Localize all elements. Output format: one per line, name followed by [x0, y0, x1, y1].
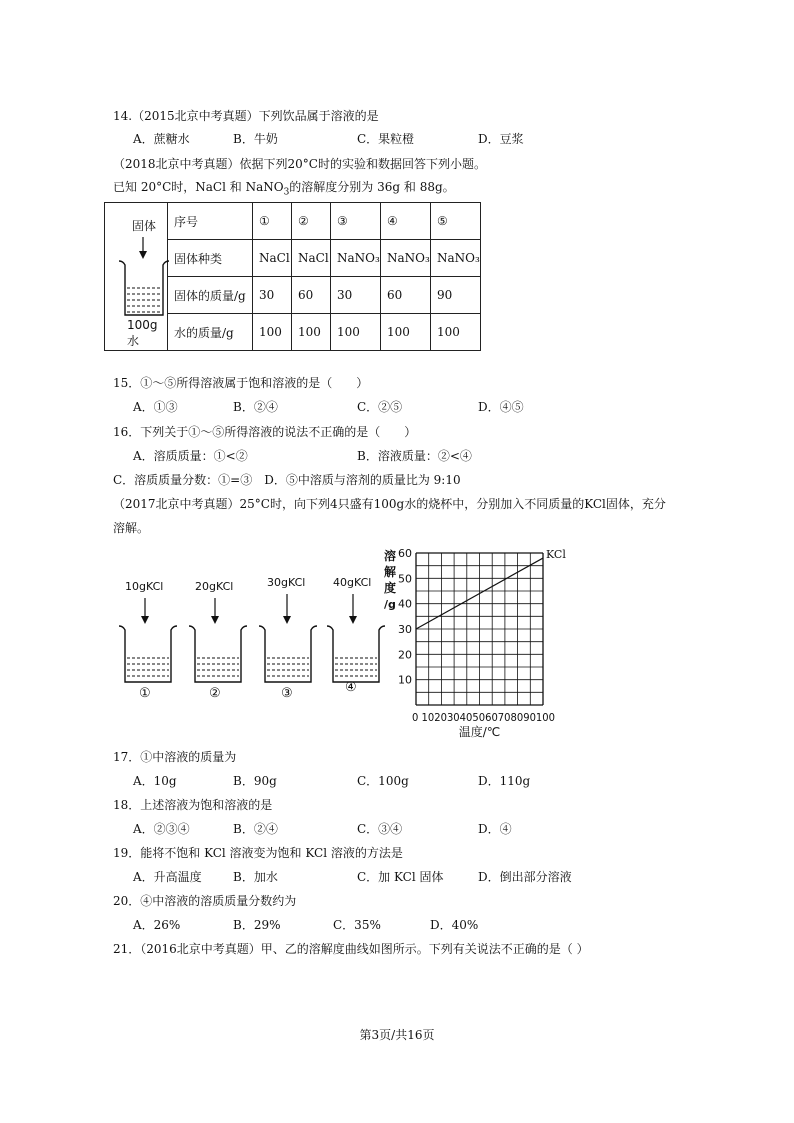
q17-option-b: B．90g [233, 774, 277, 788]
solid-cell: NaCl [253, 240, 292, 277]
row-header-solid: 固体种类 [168, 240, 253, 277]
q15-option-d: D．④⑤ [478, 400, 524, 414]
beaker-1-number: ① [139, 686, 151, 701]
q20-option-d: D．40% [430, 918, 479, 932]
solid-mass-cell: 60 [292, 277, 331, 314]
figure-bottom-label: 100g水 [127, 318, 158, 348]
q16-option-a: A．溶质质量：①<② [133, 449, 248, 463]
kcl-series-label: KCl [546, 548, 566, 561]
q20-stem: 20．④中溶液的溶质质量分数约为 [113, 894, 297, 908]
solid-cell: NaNO₃ [431, 240, 481, 277]
solid-mass-cell: 30 [253, 277, 292, 314]
chart-y-label [384, 548, 396, 611]
q20-option-b: B．29% [233, 918, 281, 932]
solid-cell: NaNO₃ [381, 240, 431, 277]
q14-option-a: A．蔗糖水 [133, 132, 190, 146]
q16-option-b: B．溶液质量：②<④ [357, 449, 472, 463]
chart-grid [416, 553, 543, 705]
solid-cell: NaNO₃ [331, 240, 381, 277]
beaker-3 [255, 576, 325, 700]
q19-option-b: B．加水 [233, 870, 278, 884]
beaker-3-label: 30gKCl [267, 576, 306, 589]
y-label-char: 解 [384, 565, 397, 579]
figure-top-label: 固体 [132, 219, 157, 233]
y-label-char: 度 [384, 581, 397, 595]
index-cell: ⑤ [431, 203, 481, 240]
page-footer: 第3页/共16页 [359, 1028, 435, 1042]
q17-option-d: D．110g [478, 774, 531, 788]
solid-cell: NaCl [292, 240, 331, 277]
row-header-index: 序号 [168, 203, 253, 240]
q17-stem: 17．①中溶液的质量为 [113, 750, 237, 764]
group2018-known: 已知 20°C时，NaCl 和 NaNO$_3$的溶解度分别为 36g 和 88g。 [113, 180, 455, 198]
index-cell: ④ [381, 203, 431, 240]
beaker-2-label: 20gKCl [195, 580, 234, 593]
beaker-4-label: 40gKCl [333, 576, 372, 589]
beaker-3-number: ③ [281, 686, 293, 701]
q19-stem: 19．能将不饱和 KCl 溶液变为饱和 KCl 溶液的方法是 [113, 846, 403, 860]
chart-x-ticks: 0 102030405060708090100 [412, 711, 555, 724]
water-mass-cell: 100 [381, 314, 431, 351]
y-tick-label: 10 [398, 673, 412, 687]
water-mass-cell: 100 [253, 314, 292, 351]
q20-option-a: A．26% [133, 918, 181, 932]
q14-stem: 14.（2015北京中考真题）下列饮品属于溶液的是 [113, 109, 379, 123]
beaker-3-icon [255, 592, 325, 686]
q15-option-c: C．②⑤ [357, 400, 403, 414]
q18-option-b: B．②④ [233, 822, 278, 836]
row-header-solid-mass: 固体的质量/g [168, 277, 253, 314]
q16-option-cd: C．溶质质量分数：①=③ D．⑤中溶质与溶剂的质量比为 9:10 [113, 473, 461, 487]
q15-option-a: A．①③ [133, 400, 178, 414]
q18-option-d: D．④ [478, 822, 512, 836]
q14-option-d: D．豆浆 [478, 132, 524, 146]
y-tick-label: 30 [398, 623, 412, 636]
water-mass-cell: 100 [331, 314, 381, 351]
group2018-intro: （2018北京中考真题）依据下列20°C时的实验和数据回答下列小题。 [113, 157, 486, 171]
q19-option-d: D．倒出部分溶液 [478, 870, 572, 884]
q18-option-c: C．③④ [357, 822, 403, 836]
kcl-solubility-chart [378, 544, 578, 740]
beaker-1-icon [115, 596, 185, 686]
q19-option-c: C．加 KCl 固体 [357, 870, 444, 884]
q18-option-a: A．②③④ [133, 822, 190, 836]
q21-stem: 21．（2016北京中考真题）甲、乙的溶解度曲线如图所示。下列有关说法不正确的是（ ） [113, 942, 589, 956]
q19-option-a: A．升高温度 [133, 870, 202, 884]
water-mass-cell: 100 [292, 314, 331, 351]
beaker-2 [185, 580, 255, 700]
q17-option-a: A．10g [133, 774, 177, 788]
y-tick-label: 50 [398, 572, 412, 586]
index-cell: ② [292, 203, 331, 240]
beaker-2-number: ② [209, 686, 221, 701]
q15-option-b: B．②④ [233, 400, 278, 414]
q14-option-c: C．果粒橙 [357, 132, 415, 146]
q18-stem: 18．上述溶液为饱和溶液的是 [113, 798, 273, 812]
q20-option-c: C．35% [333, 918, 381, 932]
index-cell: ③ [331, 203, 381, 240]
group2017-intro-line1: （2017北京中考真题）25°C时，向下列4只盛有100g水的烧杯中，分别加入不同质量的KCl固体，充分 [113, 497, 666, 511]
figure-cell [105, 203, 168, 351]
solid-mass-cell: 90 [431, 277, 481, 314]
group2017-intro-line2: 溶解。 [113, 521, 150, 535]
y-tick-label: 40 [398, 597, 412, 611]
beaker-1 [115, 580, 185, 700]
y-tick-label: 60 [398, 547, 412, 560]
q14-option-b: B．牛奶 [233, 132, 278, 146]
y-label-char: 溶 [384, 549, 397, 563]
row-header-water-mass: 水的质量/g [168, 314, 253, 351]
index-cell: ① [253, 203, 292, 240]
beaker-2-icon [185, 596, 255, 686]
q16-stem: 16．下列关于①～⑤所得溶液的说法不正确的是（ ） [113, 425, 417, 439]
beaker-1-label: 10gKCl [125, 580, 164, 593]
y-tick-label: 20 [398, 648, 412, 662]
chart-x-label: 温度/℃ [458, 725, 501, 739]
q17-option-c: C．100g [357, 774, 409, 788]
solid-mass-cell: 60 [381, 277, 431, 314]
q15-stem: 15．①～⑤所得溶液属于饱和溶液的是（ ） [113, 376, 369, 390]
experiment-table [104, 202, 481, 351]
y-label-char: /g [384, 598, 396, 611]
chart-y-ticks [398, 547, 412, 687]
water-mass-cell: 100 [431, 314, 481, 351]
solid-mass-cell: 30 [331, 277, 381, 314]
beaker-4-number: ④ [345, 680, 357, 695]
